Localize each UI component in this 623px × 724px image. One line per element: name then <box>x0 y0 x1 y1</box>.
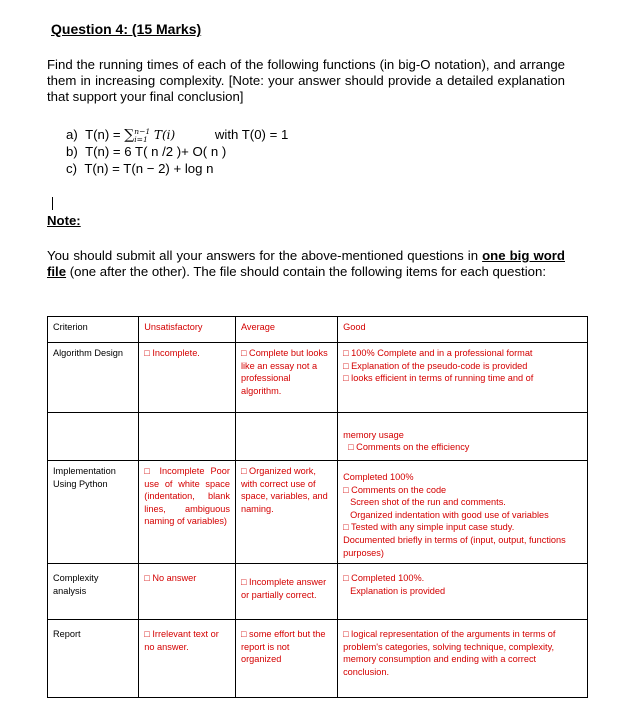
header-unsatisfactory: Unsatisfactory <box>139 317 236 343</box>
algorithm-average: □ Complete but looks like an essay not a professional algorithm. <box>235 343 337 413</box>
complexity-unsatisfactory: □ No answer <box>139 564 236 620</box>
implementation-good-line: Documented briefly in terms of (input, output, functions purposes) <box>343 534 566 558</box>
note-heading: Note: <box>47 213 81 228</box>
table-row-memory <box>48 413 588 461</box>
summation-symbol: ∑ <box>124 127 135 143</box>
criterion-report: Report <box>48 620 139 698</box>
algorithm-unsatisfactory: □ Incomplete. <box>139 343 236 413</box>
memory-good-line: memory usage <box>343 429 404 440</box>
header-average: Average <box>235 317 337 343</box>
criterion-implementation: Implementation Using Python <box>48 461 139 564</box>
submit-emphasis: one big word file <box>47 248 565 279</box>
item-c-text: T(n) = T(n − 2) + log n <box>84 161 214 176</box>
item-c-label: c) <box>66 161 77 176</box>
implementation-good <box>338 461 588 564</box>
report-good: □ logical representation of the arguments in terms of problem's categories, solving technique, complexity, memory consumption and ending with a correct conclusion. <box>338 620 588 698</box>
submit-paragraph <box>47 248 565 280</box>
table-header-row <box>48 317 588 343</box>
table-row-complexity <box>48 564 588 620</box>
item-a-label: a) <box>66 127 78 142</box>
item-c <box>66 161 213 177</box>
text-cursor <box>52 197 53 210</box>
complexity-good-line: □ Completed 100%. <box>343 573 425 584</box>
sum-term: T(i) <box>153 128 176 142</box>
implementation-good-line: Completed 100% <box>343 472 414 482</box>
algorithm-good <box>338 343 588 413</box>
memory-good <box>338 413 588 461</box>
header-good: Good <box>338 317 588 343</box>
complexity-good-line: Explanation is provided <box>350 585 446 596</box>
report-average: □ some effort but the report is not organized <box>235 620 337 698</box>
sum-upper-limit: n−1 <box>134 126 151 136</box>
algorithm-good-line: □ Explanation of the pseudo-code is provided <box>343 360 528 371</box>
item-b-label: b) <box>66 144 78 159</box>
report-unsatisfactory: □ Irrelevant text or no answer. <box>139 620 236 698</box>
table-row-algorithm <box>48 343 588 413</box>
sum-lower-limit: i=1 <box>134 134 148 144</box>
implementation-unsatisfactory: □ Incomplete Poor use of white space (indentation, blank lines, ambiguous naming of variables) <box>139 461 236 564</box>
implementation-good-line: Organized indentation with good use of variables <box>350 509 549 520</box>
implementation-good-line: □ Tested with any simple input case study. <box>343 522 515 533</box>
submit-after: (one after the other). The file should contain the following items for each question: <box>66 264 546 279</box>
memory-good-line: □ Comments on the efficiency <box>348 442 470 453</box>
item-a <box>66 127 288 144</box>
table-row-implementation <box>48 461 588 564</box>
intro-paragraph: Find the running times of each of the following functions (in big-O notation), and arrange them in increasing complexity. [Note: your answer should provide a detailed explanation that support your final conclusion] <box>47 57 565 104</box>
table-row-report <box>48 620 588 698</box>
criterion-complexity: Complexity analysis <box>48 564 139 620</box>
question-title: Question 4: (15 Marks) <box>51 21 202 37</box>
criterion-algorithm: Algorithm Design <box>48 343 139 413</box>
implementation-average: □ Organized work, with correct use of space, variables, and naming. <box>235 461 337 564</box>
implementation-good-line: Screen shot of the run and comments. <box>350 497 506 508</box>
header-criterion: Criterion <box>48 317 139 343</box>
complexity-average: □ Incomplete answer or partially correct. <box>235 564 337 620</box>
item-a-condition: with T(0) = 1 <box>214 127 289 142</box>
implementation-good-line: □ Comments on the code <box>343 484 447 495</box>
algorithm-good-line: □ looks efficient in terms of running time and of <box>343 373 534 384</box>
algorithm-good-line: □ 100% Complete and in a professional format <box>343 348 533 358</box>
item-b-text: T(n) = 6 T( n /2 )+ O( n ) <box>85 144 227 159</box>
summation-formula <box>124 128 175 142</box>
rubric-table <box>47 316 588 698</box>
item-b <box>66 144 226 160</box>
complexity-good <box>338 564 588 620</box>
item-a-lhs: T(n) = <box>85 127 125 142</box>
submit-before: You should submit all your answers for the above-mentioned questions in <box>47 248 483 263</box>
